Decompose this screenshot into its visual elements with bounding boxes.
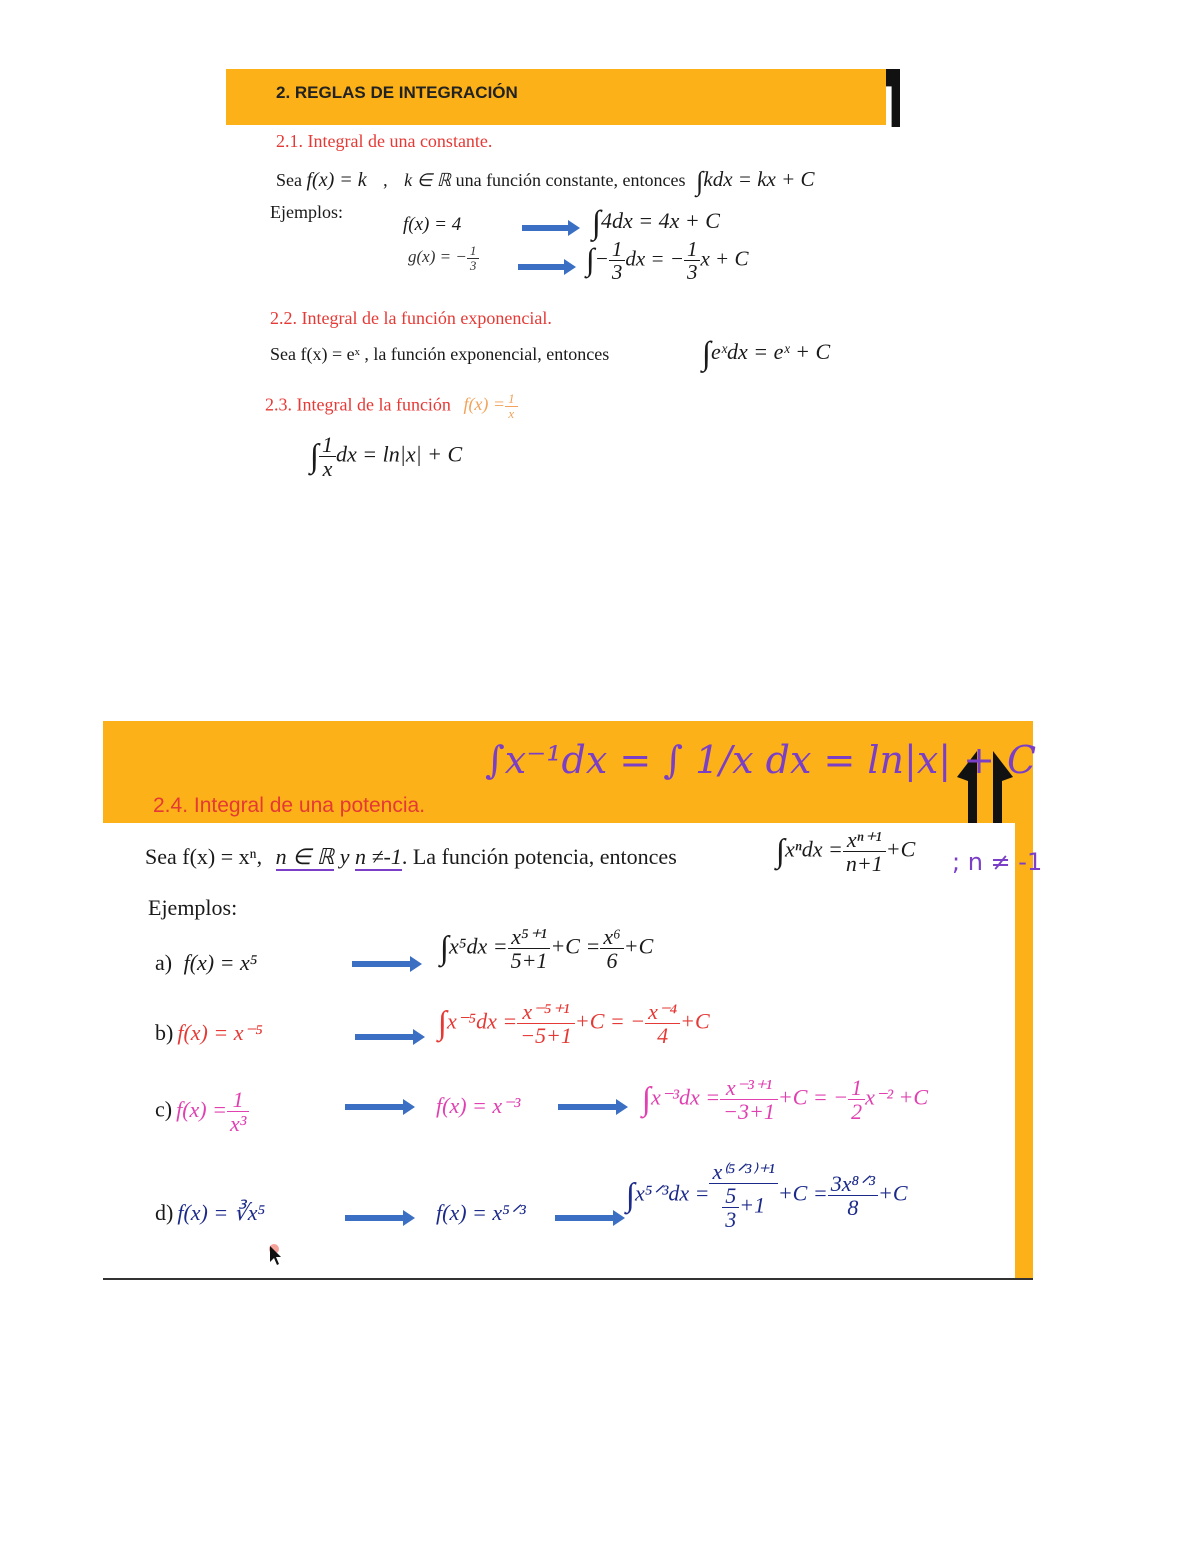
exp-formula: eˣdx = eˣ + C xyxy=(711,339,831,365)
right-yellow-strip xyxy=(1015,823,1033,1278)
fraction-numerator: 3x⁸ᐟ³ xyxy=(828,1172,878,1196)
example-b-lhs xyxy=(155,1020,263,1046)
example-label: c) xyxy=(155,1096,173,1122)
example-a-rhs xyxy=(440,925,653,972)
example-label: a) xyxy=(155,950,173,975)
example-2-middle: dx = − xyxy=(625,246,684,271)
example-c-arrow-1 xyxy=(345,1104,405,1110)
fraction-denominator: 5+1 xyxy=(510,948,548,974)
example-a-lhs xyxy=(155,950,257,976)
rule-3-title-text: 2.3. Integral de la función xyxy=(265,394,451,415)
example-tail: +C xyxy=(680,1008,710,1034)
fraction-numerator: 1 xyxy=(227,1088,249,1112)
fraction-numerator: x⁻⁴ xyxy=(645,1000,680,1024)
example-fraction-2 xyxy=(828,1172,878,1219)
integral-sign: ∫ xyxy=(438,1005,448,1042)
integral-sign: ∫ xyxy=(626,1177,636,1214)
example-lhs: x⁻⁵dx = xyxy=(447,1008,518,1034)
comma: , xyxy=(383,169,388,190)
power-rule-statement xyxy=(145,844,677,870)
example-mid: +C = xyxy=(550,933,601,959)
integral-sign: ∫ xyxy=(440,930,450,967)
ejemplos-label-1: Ejemplos: xyxy=(270,202,343,222)
example-mid: +C = − xyxy=(777,1084,849,1110)
fraction-numerator: x⁽⁵ᐟ³⁾⁺¹ xyxy=(709,1160,777,1184)
example-d-lhs xyxy=(155,1200,265,1226)
section-1-title: 2. REGLAS DE INTEGRACIÓN xyxy=(276,83,518,102)
fraction-one-over-x xyxy=(319,433,336,480)
handwritten-note: ∫x⁻¹dx = ∫ 1/x dx = ln|x| + C xyxy=(485,738,1037,782)
example-fx: f(x) = x⁵ xyxy=(183,950,258,975)
rule-3-fx: f(x) = xyxy=(463,394,506,415)
power-lhs: xⁿdx = xyxy=(785,836,843,862)
power-rule-formula xyxy=(776,828,915,875)
power-cond-y: y xyxy=(339,844,350,869)
mouse-cursor-icon xyxy=(268,1244,284,1271)
example-fraction-2 xyxy=(645,1000,680,1047)
fraction-denominator: 3 xyxy=(611,260,623,285)
fraction-numerator: 1 xyxy=(319,433,336,457)
power-def-text-2: . La función potencia, entonces xyxy=(401,844,677,869)
example-c-rhs xyxy=(642,1076,928,1123)
fx-k: f(x) = k xyxy=(306,168,367,191)
minus-sign: − xyxy=(594,246,609,271)
header-corner-mark xyxy=(886,69,900,127)
power-def-text: Sea f(x) = xⁿ, xyxy=(145,844,263,869)
rule-1-description: una función constante, entonces xyxy=(455,169,686,190)
fraction-denominator: 2 xyxy=(851,1099,863,1125)
rule-1-statement xyxy=(276,166,815,197)
nested-fraction xyxy=(722,1184,739,1231)
example-c-lhs xyxy=(155,1088,249,1135)
integral-sign: ∫ xyxy=(586,242,595,278)
ejemplos-label-2: Ejemplos: xyxy=(148,895,238,920)
integral-sign: ∫ xyxy=(310,438,320,475)
example-1-result: 4dx = 4x + C xyxy=(601,208,720,234)
fraction-denominator: n+1 xyxy=(845,851,883,877)
example-d-rhs xyxy=(626,1160,908,1231)
example-a-arrow xyxy=(352,961,412,967)
rule-1-formula: kdx = kx + C xyxy=(703,166,815,191)
fraction-numerator: x⁵⁺¹ xyxy=(508,925,551,949)
integral-sign: ∫ xyxy=(702,336,712,372)
fraction-one-third xyxy=(609,238,626,283)
fraction-numerator: 1 xyxy=(467,244,480,259)
example-fraction-1 xyxy=(709,1160,777,1231)
fraction-numerator: 1 xyxy=(609,238,626,261)
example-lhs: x⁵ᐟ³dx = xyxy=(635,1180,710,1206)
example-fx: f(x) = x⁻⁵ xyxy=(177,1020,263,1045)
integral-sign: ∫ xyxy=(592,205,602,241)
fraction-numerator: xⁿ⁺¹ xyxy=(843,828,886,852)
example-label: d) xyxy=(155,1200,174,1225)
example-tail: +C xyxy=(878,1180,908,1206)
example-lhs: x⁻³dx = xyxy=(651,1084,721,1110)
example-fraction-1 xyxy=(508,925,551,972)
example-fraction-2 xyxy=(600,925,623,972)
fraction-denominator: x xyxy=(322,456,333,482)
sea-word: Sea xyxy=(276,169,302,190)
power-tail: +C xyxy=(885,836,916,862)
example-1-arrow xyxy=(522,225,570,231)
example-b-rhs xyxy=(438,1000,710,1047)
example-b-arrow xyxy=(355,1034,415,1040)
example-d-arrow-2 xyxy=(555,1215,615,1221)
rule-2-title: 2.2. Integral de la función exponencial. xyxy=(270,308,552,328)
example-fx: f(x) = ∛x⁵ xyxy=(177,1200,266,1225)
fraction-one-over-x xyxy=(505,392,518,420)
rule-3-title xyxy=(265,392,518,420)
example-c-arrow-2 xyxy=(558,1104,618,1110)
fraction-denominator: −5+1 xyxy=(520,1023,572,1049)
fraction-denominator: 3 xyxy=(686,260,698,285)
example-2-lhs xyxy=(408,244,479,272)
fraction-denominator: x xyxy=(508,405,515,421)
rule-2-formula xyxy=(702,336,830,373)
example-lhs: x⁵dx = xyxy=(449,933,508,959)
fraction-denominator: 4 xyxy=(657,1023,669,1049)
fraction-denominator: −3+1 xyxy=(723,1099,775,1125)
integral-sign: ∫ xyxy=(642,1081,652,1118)
fraction-denominator: 6 xyxy=(606,948,618,974)
example-tail: x⁻² +C xyxy=(865,1084,929,1110)
fraction-denominator xyxy=(709,1184,777,1231)
example-fraction-1 xyxy=(517,1000,575,1047)
fraction-numerator: 1 xyxy=(684,238,701,261)
example-mid: +C = − xyxy=(574,1008,646,1034)
example-2-end: x + C xyxy=(700,246,749,271)
gx-label: g(x) = − xyxy=(408,247,467,267)
fraction-numerator: 1 xyxy=(848,1076,865,1100)
fraction-one-third xyxy=(684,238,701,283)
rule-3-formula xyxy=(310,433,462,480)
fraction-numerator: 1 xyxy=(505,392,518,407)
example-fx-fraction xyxy=(227,1088,249,1135)
fraction-numerator: x⁻⁵⁺¹ xyxy=(517,1000,575,1024)
denominator-tail: +1 xyxy=(739,1192,766,1218)
handwritten-condition: ; n ≠ -1 xyxy=(952,848,1043,876)
k-in-r: k ∈ ℝ xyxy=(404,169,452,190)
fraction-numerator: 5 xyxy=(722,1184,739,1208)
example-d-arrow-1 xyxy=(345,1215,405,1221)
fraction-one-third xyxy=(467,244,480,272)
ln-result: dx = ln|x| + C xyxy=(336,441,463,467)
power-cond-not-minus-one: n ≠-1 xyxy=(354,844,402,869)
example-1-lhs: f(x) = 4 xyxy=(403,214,462,235)
example-tail: +C xyxy=(623,933,654,959)
fraction-denominator: 3 xyxy=(469,257,477,273)
example-2-rhs xyxy=(586,238,748,283)
example-d-step: f(x) = x⁵ᐟ³ xyxy=(436,1200,526,1225)
power-fraction xyxy=(843,828,886,875)
example-fx: f(x) = xyxy=(176,1096,227,1122)
example-fraction-2 xyxy=(848,1076,865,1123)
fraction-denominator: 8 xyxy=(847,1195,859,1221)
example-mid: +C = xyxy=(777,1180,828,1206)
fraction-denominator: x³ xyxy=(229,1111,247,1137)
power-cond-real: n ∈ ℝ xyxy=(275,844,335,869)
fraction-denominator: 3 xyxy=(725,1207,737,1233)
example-fraction-1 xyxy=(720,1076,778,1123)
fraction-numerator: x⁶ xyxy=(600,925,623,949)
example-c-step: f(x) = x⁻³ xyxy=(436,1093,521,1118)
rule-1-title: 2.1. Integral de una constante. xyxy=(276,131,493,151)
section-2-title: 2.4. Integral de una potencia. xyxy=(153,794,426,817)
example-label: b) xyxy=(155,1020,174,1045)
rule-2-statement: Sea f(x) = eˣ , la función exponencial, entonces xyxy=(270,344,610,364)
integral-sign: ∫ xyxy=(696,166,704,196)
integral-sign: ∫ xyxy=(776,833,786,870)
example-2-arrow xyxy=(518,264,566,270)
fraction-numerator: x⁻³⁺¹ xyxy=(720,1076,778,1100)
